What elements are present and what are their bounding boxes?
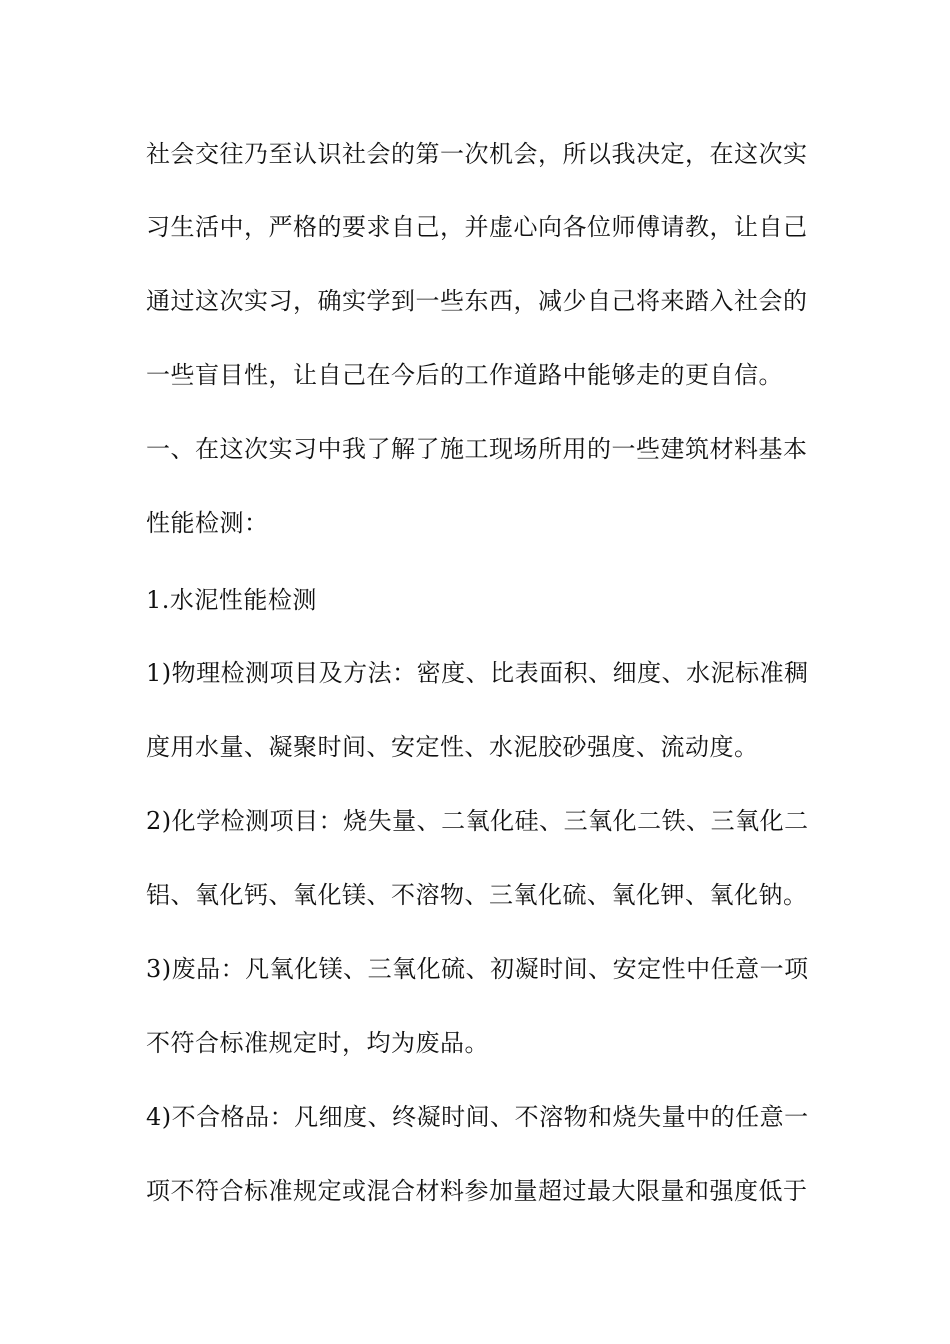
text-line: 2)化学检测项目：烧失量、二氧化硅、三氧化二铁、三氧化二 xyxy=(146,807,809,835)
text-line: 项不符合标准规定或混合材料参加量超过最大限量和强度低于 xyxy=(146,1177,808,1205)
text-line: 3)废品：凡氧化镁、三氧化硫、初凝时间、安定性中任意一项 xyxy=(146,955,809,983)
text-line: 性能检测： xyxy=(146,509,269,537)
section-heading: 1.水泥性能检测 xyxy=(146,586,317,614)
text-line: 不符合标准规定时，均为废品。 xyxy=(146,1029,489,1057)
text-line: 铝、氧化钙、氧化镁、不溶物、三氧化硫、氧化钾、氧化钠。 xyxy=(146,881,808,909)
text-line: 一、在这次实习中我了解了施工现场所用的一些建筑材料基本 xyxy=(146,435,808,463)
text-line: 一些盲目性，让自己在今后的工作道路中能够走的更自信。 xyxy=(146,361,783,389)
text-line: 通过这次实习，确实学到一些东西，减少自己将来踏入社会的 xyxy=(146,287,808,315)
text-line: 习生活中，严格的要求自己，并虚心向各位师傅请教，让自己 xyxy=(146,213,808,241)
text-line: 4)不合格品：凡细度、终凝时间、不溶物和烧失量中的任意一 xyxy=(146,1103,809,1131)
text-line: 度用水量、凝聚时间、安定性、水泥胶砂强度、流动度。 xyxy=(146,733,759,761)
text-line: 社会交往乃至认识社会的第一次机会，所以我决定，在这次实 xyxy=(146,140,808,168)
text-line: 1)物理检测项目及方法：密度、比表面积、细度、水泥标准稠 xyxy=(146,659,809,687)
